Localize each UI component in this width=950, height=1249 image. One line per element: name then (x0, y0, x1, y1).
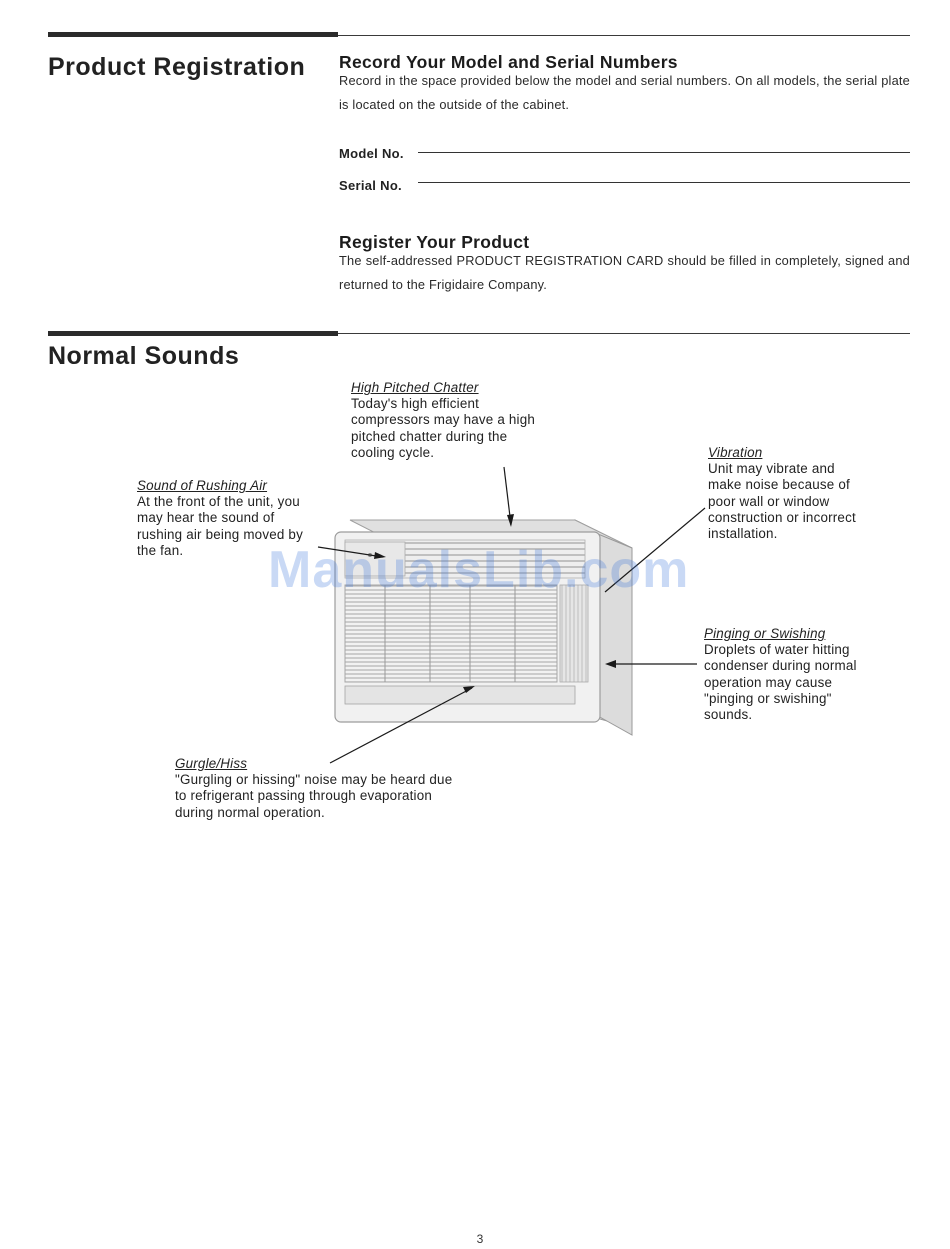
normal-sounds-title: Normal Sounds (48, 342, 240, 370)
callout-line: operation may cause (704, 674, 833, 690)
callout-line: installation. (708, 526, 778, 542)
record-numbers-text: Record in the space provided below the model and serial numbers. On all models, the serial plate is located on the outside of the cabinet. (339, 73, 910, 112)
callout-line: condenser during normal (704, 658, 857, 674)
callout-line: the fan. (137, 542, 184, 558)
callout-line: sounds. (704, 707, 753, 723)
register-product-heading: Register Your Product (339, 232, 530, 252)
callout-line: pitched chatter during the (351, 428, 508, 444)
callout-line: make noise because of (708, 477, 850, 493)
watermark: ManualsLib.com (268, 541, 690, 599)
callout-line: rushing air being moved by (137, 526, 303, 542)
callout-line: may hear the sound of (137, 510, 275, 526)
callout-line: "pinging or swishing" (704, 690, 832, 706)
register-product-text: The self-addressed PRODUCT REGISTRATION CARD should be filled in completely, signed and returned to the Frigidaire Company. (339, 253, 910, 292)
page-number: 3 (476, 1232, 484, 1246)
callout-high-pitched-chatter (351, 380, 535, 461)
callout-line: compressors may have a high (351, 412, 536, 428)
callout-line: poor wall or window (708, 493, 830, 509)
callout-vibration (708, 445, 856, 542)
callout-heading: Vibration (708, 445, 763, 460)
callout-line: cooling cycle. (351, 444, 435, 460)
serial-number-label: Serial No. (339, 178, 402, 193)
callout-line: Today's high efficient (351, 396, 480, 412)
product-registration-title: Product Registration (48, 53, 306, 81)
callout-heading: Pinging or Swishing (704, 626, 826, 641)
record-numbers-heading: Record Your Model and Serial Numbers (339, 52, 678, 72)
model-number-label: Model No. (339, 146, 404, 161)
callout-heading: Sound of Rushing Air (137, 478, 268, 493)
callout-pinging-swishing (704, 626, 857, 723)
callout-gurgle-hiss (175, 756, 452, 821)
callout-line: "Gurgling or hissing" noise may be heard due (175, 772, 453, 788)
callout-line: At the front of the unit, you (137, 494, 300, 510)
callout-heading: High Pitched Chatter (351, 380, 479, 395)
callout-line: construction or incorrect (708, 509, 856, 525)
callout-line: Droplets of water hitting (704, 642, 850, 658)
callout-line: to refrigerant passing through evaporation (175, 788, 433, 804)
callout-line: during normal operation. (175, 804, 325, 820)
callout-line: Unit may vibrate and (708, 461, 835, 477)
callout-heading: Gurgle/Hiss (175, 756, 248, 771)
